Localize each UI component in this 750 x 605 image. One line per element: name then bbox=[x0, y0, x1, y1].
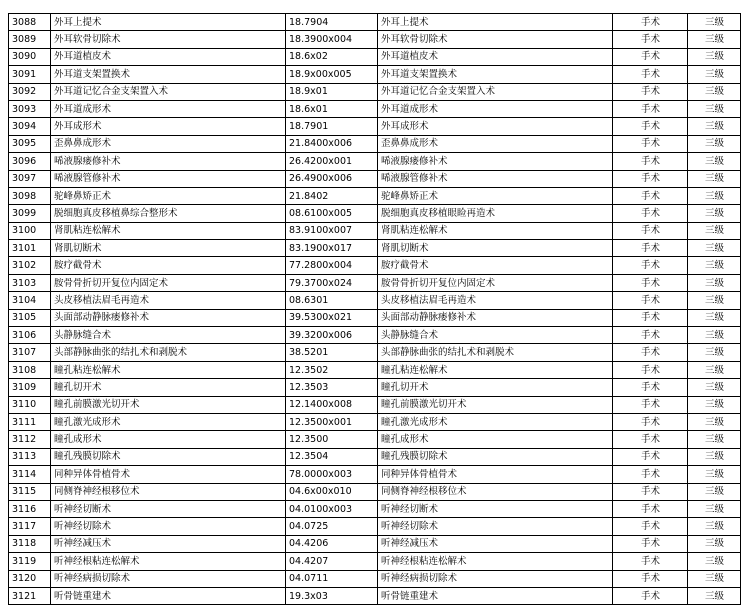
cell-level: 三级 bbox=[688, 100, 741, 117]
table-row bbox=[9, 257, 741, 274]
cell-code: 3097 bbox=[9, 170, 51, 187]
cell-procedure-name-standard: 头部静脉曲张的结扎术和剥脱术 bbox=[378, 344, 613, 361]
cell-procedure-name: 听神经切断术 bbox=[51, 500, 286, 517]
cell-category: 手术 bbox=[613, 205, 688, 222]
cell-procedure-name: 瞳孔成形术 bbox=[51, 431, 286, 448]
table-row bbox=[9, 66, 741, 83]
cell-category: 手术 bbox=[613, 431, 688, 448]
cell-procedure-name: 听神经根粘连松解术 bbox=[51, 553, 286, 570]
table-row bbox=[9, 431, 741, 448]
cell-procedure-name: 瞳孔激光成形术 bbox=[51, 413, 286, 430]
cell-code: 3089 bbox=[9, 31, 51, 48]
cell-procedure-name: 头皮移植法眉毛再造术 bbox=[51, 292, 286, 309]
cell-code: 3108 bbox=[9, 361, 51, 378]
cell-procedure-name: 外耳道记忆合金支架置入术 bbox=[51, 83, 286, 100]
table-row bbox=[9, 274, 741, 291]
cell-level: 三级 bbox=[688, 535, 741, 552]
cell-code: 3090 bbox=[9, 48, 51, 65]
cell-procedure-name: 外耳上提术 bbox=[51, 14, 286, 31]
cell-category: 手术 bbox=[613, 535, 688, 552]
cell-category: 手术 bbox=[613, 66, 688, 83]
cell-level: 三级 bbox=[688, 570, 741, 587]
table-row bbox=[9, 379, 741, 396]
cell-icd-code: 04.6x00x010 bbox=[286, 483, 378, 500]
cell-code: 3093 bbox=[9, 100, 51, 117]
cell-icd-code: 04.4206 bbox=[286, 535, 378, 552]
cell-level: 三级 bbox=[688, 274, 741, 291]
cell-procedure-name: 瞳孔粘连松解术 bbox=[51, 361, 286, 378]
table-row bbox=[9, 48, 741, 65]
cell-procedure-name-standard: 外耳软骨切除术 bbox=[378, 31, 613, 48]
cell-procedure-name-standard: 听神经切除术 bbox=[378, 518, 613, 535]
cell-procedure-name-standard: 听神经减压术 bbox=[378, 535, 613, 552]
cell-code: 3105 bbox=[9, 309, 51, 326]
cell-icd-code: 21.8402 bbox=[286, 187, 378, 204]
cell-icd-code: 12.3502 bbox=[286, 361, 378, 378]
cell-level: 三级 bbox=[688, 135, 741, 152]
cell-level: 三级 bbox=[688, 187, 741, 204]
cell-code: 3116 bbox=[9, 500, 51, 517]
table-row bbox=[9, 309, 741, 326]
cell-icd-code: 18.9x01 bbox=[286, 83, 378, 100]
cell-icd-code: 12.3503 bbox=[286, 379, 378, 396]
cell-level: 三级 bbox=[688, 587, 741, 604]
cell-level: 三级 bbox=[688, 31, 741, 48]
table-row bbox=[9, 222, 741, 239]
cell-code: 3098 bbox=[9, 187, 51, 204]
cell-icd-code: 12.3500 bbox=[286, 431, 378, 448]
cell-procedure-name-standard: 外耳成形术 bbox=[378, 118, 613, 135]
cell-level: 三级 bbox=[688, 361, 741, 378]
cell-icd-code: 83.9100x007 bbox=[286, 222, 378, 239]
cell-procedure-name-standard: 脱细胞真皮移植眼睑再造术 bbox=[378, 205, 613, 222]
table-row bbox=[9, 518, 741, 535]
cell-procedure-name-standard: 肾肌切断术 bbox=[378, 240, 613, 257]
cell-level: 三级 bbox=[688, 500, 741, 517]
cell-category: 手术 bbox=[613, 83, 688, 100]
cell-icd-code: 83.1900x017 bbox=[286, 240, 378, 257]
cell-procedure-name-standard: 瞳孔激光成形术 bbox=[378, 413, 613, 430]
cell-code: 3104 bbox=[9, 292, 51, 309]
cell-icd-code: 26.4900x006 bbox=[286, 170, 378, 187]
cell-category: 手术 bbox=[613, 327, 688, 344]
table-body bbox=[9, 14, 741, 605]
table-row bbox=[9, 14, 741, 31]
table-row bbox=[9, 31, 741, 48]
cell-procedure-name-standard: 外耳道成形术 bbox=[378, 100, 613, 117]
cell-procedure-name-standard: 肾肌粘连松解术 bbox=[378, 222, 613, 239]
cell-category: 手术 bbox=[613, 379, 688, 396]
table-row bbox=[9, 205, 741, 222]
cell-icd-code: 77.2800x004 bbox=[286, 257, 378, 274]
cell-code: 3107 bbox=[9, 344, 51, 361]
cell-procedure-name: 外耳道成形术 bbox=[51, 100, 286, 117]
cell-procedure-name-standard: 瞳孔成形术 bbox=[378, 431, 613, 448]
cell-procedure-name: 脱细胞真皮移植鼻综合整形术 bbox=[51, 205, 286, 222]
cell-procedure-name: 瞳孔切开术 bbox=[51, 379, 286, 396]
cell-code: 3091 bbox=[9, 66, 51, 83]
table-row bbox=[9, 500, 741, 517]
table-row bbox=[9, 413, 741, 430]
cell-procedure-name-standard: 瞳孔前膜激光切开术 bbox=[378, 396, 613, 413]
cell-code: 3092 bbox=[9, 83, 51, 100]
table-row bbox=[9, 448, 741, 465]
cell-level: 三级 bbox=[688, 518, 741, 535]
cell-procedure-name-standard: 头静脉缝合术 bbox=[378, 327, 613, 344]
cell-procedure-name: 听骨链重建术 bbox=[51, 587, 286, 604]
cell-level: 三级 bbox=[688, 327, 741, 344]
cell-icd-code: 19.3x03 bbox=[286, 587, 378, 604]
cell-category: 手术 bbox=[613, 518, 688, 535]
cell-code: 3094 bbox=[9, 118, 51, 135]
cell-procedure-name-standard: 外耳道记忆合金支架置入术 bbox=[378, 83, 613, 100]
cell-icd-code: 38.5201 bbox=[286, 344, 378, 361]
cell-code: 3112 bbox=[9, 431, 51, 448]
cell-category: 手术 bbox=[613, 118, 688, 135]
cell-level: 三级 bbox=[688, 431, 741, 448]
cell-icd-code: 12.1400x008 bbox=[286, 396, 378, 413]
cell-category: 手术 bbox=[613, 14, 688, 31]
cell-procedure-name-standard: 听神经病损切除术 bbox=[378, 570, 613, 587]
cell-category: 手术 bbox=[613, 483, 688, 500]
cell-icd-code: 78.0000x003 bbox=[286, 466, 378, 483]
cell-icd-code: 18.6x01 bbox=[286, 100, 378, 117]
cell-procedure-name-standard: 胺骨骨折切开复位内固定术 bbox=[378, 274, 613, 291]
table-row bbox=[9, 553, 741, 570]
cell-procedure-name: 肾肌切断术 bbox=[51, 240, 286, 257]
table-row bbox=[9, 187, 741, 204]
cell-procedure-name-standard: 歪鼻鼻成形术 bbox=[378, 135, 613, 152]
cell-procedure-name: 外耳成形术 bbox=[51, 118, 286, 135]
cell-procedure-name: 胺骨骨折切开复位内固定术 bbox=[51, 274, 286, 291]
cell-category: 手术 bbox=[613, 135, 688, 152]
cell-code: 3111 bbox=[9, 413, 51, 430]
cell-code: 3102 bbox=[9, 257, 51, 274]
cell-procedure-name: 外耳道支架置换术 bbox=[51, 66, 286, 83]
cell-category: 手术 bbox=[613, 187, 688, 204]
cell-level: 三级 bbox=[688, 205, 741, 222]
cell-code: 3088 bbox=[9, 14, 51, 31]
cell-procedure-name: 驼峰鼻矫正术 bbox=[51, 187, 286, 204]
table-row bbox=[9, 153, 741, 170]
cell-icd-code: 04.0725 bbox=[286, 518, 378, 535]
cell-level: 三级 bbox=[688, 118, 741, 135]
table-row bbox=[9, 361, 741, 378]
cell-code: 3095 bbox=[9, 135, 51, 152]
cell-procedure-name-standard: 唏液腺管修补术 bbox=[378, 170, 613, 187]
cell-procedure-name: 肾肌粘连松解术 bbox=[51, 222, 286, 239]
cell-code: 3118 bbox=[9, 535, 51, 552]
cell-icd-code: 39.3200x006 bbox=[286, 327, 378, 344]
cell-category: 手术 bbox=[613, 344, 688, 361]
cell-procedure-name-standard: 外耳道支架置换术 bbox=[378, 66, 613, 83]
cell-level: 三级 bbox=[688, 483, 741, 500]
cell-level: 三级 bbox=[688, 83, 741, 100]
cell-category: 手术 bbox=[613, 587, 688, 604]
cell-level: 三级 bbox=[688, 292, 741, 309]
cell-category: 手术 bbox=[613, 240, 688, 257]
cell-level: 三级 bbox=[688, 170, 741, 187]
cell-level: 三级 bbox=[688, 240, 741, 257]
cell-procedure-name: 唏液腺管修补术 bbox=[51, 170, 286, 187]
cell-category: 手术 bbox=[613, 170, 688, 187]
cell-procedure-name-standard: 听神经切断术 bbox=[378, 500, 613, 517]
cell-category: 手术 bbox=[613, 396, 688, 413]
cell-procedure-name: 同侧脊神经根移位术 bbox=[51, 483, 286, 500]
cell-code: 3114 bbox=[9, 466, 51, 483]
cell-procedure-name: 头面部动静脉瘘修补术 bbox=[51, 309, 286, 326]
cell-category: 手术 bbox=[613, 274, 688, 291]
cell-code: 3101 bbox=[9, 240, 51, 257]
cell-procedure-name-standard: 同种异体骨植骨术 bbox=[378, 466, 613, 483]
cell-procedure-name: 外耳软骨切除术 bbox=[51, 31, 286, 48]
cell-level: 三级 bbox=[688, 344, 741, 361]
cell-procedure-name: 听神经病损切除术 bbox=[51, 570, 286, 587]
cell-icd-code: 08.6100x005 bbox=[286, 205, 378, 222]
cell-code: 3099 bbox=[9, 205, 51, 222]
procedure-code-table bbox=[8, 13, 741, 605]
cell-icd-code: 79.3700x024 bbox=[286, 274, 378, 291]
cell-procedure-name: 听神经减压术 bbox=[51, 535, 286, 552]
cell-procedure-name: 外耳道植皮术 bbox=[51, 48, 286, 65]
cell-icd-code: 18.3900x004 bbox=[286, 31, 378, 48]
cell-icd-code: 26.4200x001 bbox=[286, 153, 378, 170]
cell-category: 手术 bbox=[613, 153, 688, 170]
cell-code: 3121 bbox=[9, 587, 51, 604]
cell-category: 手术 bbox=[613, 500, 688, 517]
cell-procedure-name: 头静脉缝合术 bbox=[51, 327, 286, 344]
cell-level: 三级 bbox=[688, 48, 741, 65]
cell-procedure-name-standard: 瞳孔粘连松解术 bbox=[378, 361, 613, 378]
cell-code: 3103 bbox=[9, 274, 51, 291]
cell-level: 三级 bbox=[688, 379, 741, 396]
cell-level: 三级 bbox=[688, 466, 741, 483]
cell-category: 手术 bbox=[613, 292, 688, 309]
cell-level: 三级 bbox=[688, 309, 741, 326]
table-row bbox=[9, 483, 741, 500]
cell-category: 手术 bbox=[613, 48, 688, 65]
cell-procedure-name-standard: 外耳道植皮术 bbox=[378, 48, 613, 65]
cell-procedure-name: 唏液腺瘘修补术 bbox=[51, 153, 286, 170]
table-row bbox=[9, 83, 741, 100]
cell-code: 3113 bbox=[9, 448, 51, 465]
table-row bbox=[9, 170, 741, 187]
cell-icd-code: 12.3504 bbox=[286, 448, 378, 465]
cell-procedure-name-standard: 胺疗截骨术 bbox=[378, 257, 613, 274]
cell-procedure-name-standard: 瞳孔残膜切除术 bbox=[378, 448, 613, 465]
cell-icd-code: 04.4207 bbox=[286, 553, 378, 570]
table-row bbox=[9, 135, 741, 152]
cell-procedure-name-standard: 瞳孔切开术 bbox=[378, 379, 613, 396]
table-row bbox=[9, 570, 741, 587]
cell-level: 三级 bbox=[688, 66, 741, 83]
cell-procedure-name-standard: 唏液腺瘘修补术 bbox=[378, 153, 613, 170]
cell-code: 3119 bbox=[9, 553, 51, 570]
cell-category: 手术 bbox=[613, 361, 688, 378]
cell-icd-code: 18.7901 bbox=[286, 118, 378, 135]
cell-level: 三级 bbox=[688, 14, 741, 31]
table-row bbox=[9, 118, 741, 135]
cell-code: 3096 bbox=[9, 153, 51, 170]
cell-category: 手术 bbox=[613, 448, 688, 465]
table-row bbox=[9, 396, 741, 413]
cell-procedure-name-standard: 驼峰鼻矫正术 bbox=[378, 187, 613, 204]
cell-category: 手术 bbox=[613, 31, 688, 48]
table-row bbox=[9, 344, 741, 361]
table-row bbox=[9, 327, 741, 344]
cell-category: 手术 bbox=[613, 222, 688, 239]
cell-procedure-name-standard: 外耳上提术 bbox=[378, 14, 613, 31]
table-row bbox=[9, 587, 741, 604]
cell-code: 3110 bbox=[9, 396, 51, 413]
cell-category: 手术 bbox=[613, 257, 688, 274]
table-row bbox=[9, 466, 741, 483]
cell-icd-code: 21.8400x006 bbox=[286, 135, 378, 152]
cell-code: 3117 bbox=[9, 518, 51, 535]
cell-level: 三级 bbox=[688, 153, 741, 170]
cell-procedure-name: 瞳孔前膜激光切开术 bbox=[51, 396, 286, 413]
cell-code: 3109 bbox=[9, 379, 51, 396]
cell-level: 三级 bbox=[688, 448, 741, 465]
cell-procedure-name: 瞳孔残膜切除术 bbox=[51, 448, 286, 465]
cell-level: 三级 bbox=[688, 553, 741, 570]
cell-level: 三级 bbox=[688, 413, 741, 430]
table-row bbox=[9, 100, 741, 117]
cell-level: 三级 bbox=[688, 222, 741, 239]
cell-category: 手术 bbox=[613, 466, 688, 483]
cell-icd-code: 18.9x00x005 bbox=[286, 66, 378, 83]
cell-icd-code: 12.3500x001 bbox=[286, 413, 378, 430]
cell-procedure-name-standard: 听骨链重建术 bbox=[378, 587, 613, 604]
cell-icd-code: 39.5300x021 bbox=[286, 309, 378, 326]
cell-code: 3115 bbox=[9, 483, 51, 500]
cell-code: 3106 bbox=[9, 327, 51, 344]
cell-category: 手术 bbox=[613, 413, 688, 430]
cell-procedure-name-standard: 同侧脊神经根移位术 bbox=[378, 483, 613, 500]
cell-icd-code: 04.0100x003 bbox=[286, 500, 378, 517]
cell-procedure-name-standard: 头皮移植法眉毛再造术 bbox=[378, 292, 613, 309]
cell-category: 手术 bbox=[613, 100, 688, 117]
table-row bbox=[9, 535, 741, 552]
cell-icd-code: 04.0711 bbox=[286, 570, 378, 587]
cell-procedure-name: 胺疗截骨术 bbox=[51, 257, 286, 274]
cell-icd-code: 18.7904 bbox=[286, 14, 378, 31]
cell-icd-code: 08.6301 bbox=[286, 292, 378, 309]
cell-procedure-name: 头部静脉曲张的结扎术和剥脱术 bbox=[51, 344, 286, 361]
cell-procedure-name-standard: 听神经根粘连松解术 bbox=[378, 553, 613, 570]
cell-level: 三级 bbox=[688, 257, 741, 274]
cell-category: 手术 bbox=[613, 570, 688, 587]
table-row bbox=[9, 292, 741, 309]
cell-procedure-name: 歪鼻鼻成形术 bbox=[51, 135, 286, 152]
cell-code: 3100 bbox=[9, 222, 51, 239]
cell-procedure-name: 同种异体骨植骨术 bbox=[51, 466, 286, 483]
cell-category: 手术 bbox=[613, 553, 688, 570]
cell-category: 手术 bbox=[613, 309, 688, 326]
cell-code: 3120 bbox=[9, 570, 51, 587]
cell-icd-code: 18.6x02 bbox=[286, 48, 378, 65]
cell-procedure-name-standard: 头面部动静脉瘘修补术 bbox=[378, 309, 613, 326]
cell-level: 三级 bbox=[688, 396, 741, 413]
table-row bbox=[9, 240, 741, 257]
cell-procedure-name: 听神经切除术 bbox=[51, 518, 286, 535]
